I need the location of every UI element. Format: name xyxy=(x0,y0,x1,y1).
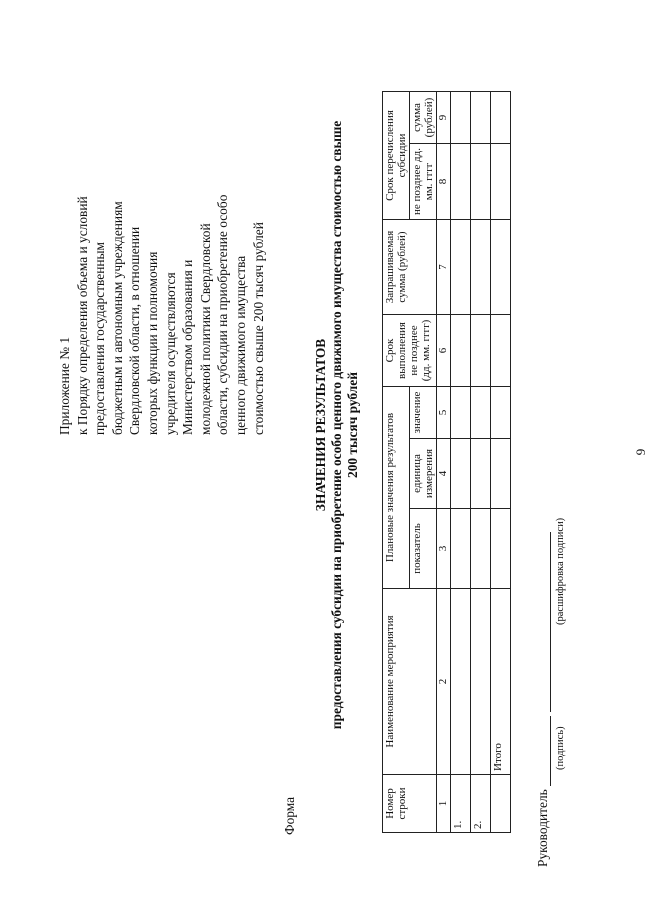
header-planned-values: Плановые значения результатов xyxy=(383,387,410,589)
appendix-line: Свердловской области, в отношении xyxy=(127,226,143,435)
header-row-1 xyxy=(383,92,410,833)
results-table xyxy=(382,91,511,833)
title-line-3: 200 тысяч рублей xyxy=(345,372,360,478)
empty-cell xyxy=(471,92,491,144)
row-number-cell xyxy=(491,775,511,833)
column-number: 1 xyxy=(437,775,451,833)
empty-cell xyxy=(491,439,511,509)
column-number: 7 xyxy=(437,220,451,315)
appendix-line: Приложение № 1 xyxy=(57,336,72,435)
decode-hint: (расшифровка подписи) xyxy=(555,517,566,625)
header-unit: единица измерения xyxy=(410,439,437,509)
signature-line xyxy=(538,716,551,786)
appendix-line: ценного движимого имущества xyxy=(232,255,248,435)
header-sum: сумма (рублей) xyxy=(410,92,437,144)
header-value: значение xyxy=(410,387,437,439)
appendix-line: которых функции и полномочия xyxy=(144,251,160,435)
empty-cell xyxy=(471,439,491,509)
row-number-cell: 1. xyxy=(451,775,471,833)
table-row xyxy=(451,92,471,833)
signature-label: Руководитель xyxy=(535,789,550,867)
empty-cell xyxy=(491,92,511,144)
header-transfer-period: Срок перечисления субсидии xyxy=(383,92,410,220)
empty-cell xyxy=(451,387,471,439)
empty-cell xyxy=(471,144,491,220)
empty-cell xyxy=(471,387,491,439)
row-name-cell: Итого xyxy=(491,589,511,775)
empty-cell xyxy=(451,315,471,387)
empty-cell xyxy=(451,92,471,144)
signature-block xyxy=(535,533,551,868)
column-number-row xyxy=(437,92,451,833)
appendix-note xyxy=(56,35,267,435)
document-title xyxy=(313,95,361,755)
empty-cell xyxy=(491,220,511,315)
table-row xyxy=(471,92,491,833)
row-name-cell xyxy=(451,589,471,775)
header-row-number: Номер строки xyxy=(383,775,437,833)
empty-cell xyxy=(451,509,471,589)
header-requested-sum: Запрашиваемая сумма (рублей) xyxy=(383,220,437,315)
sign-hint: (подпись) xyxy=(555,726,566,770)
column-number: 5 xyxy=(437,387,451,439)
signature-decode-line xyxy=(538,533,551,713)
empty-cell xyxy=(471,509,491,589)
empty-cell xyxy=(471,315,491,387)
empty-cell xyxy=(451,220,471,315)
appendix-line: к Порядку определения объема и условий xyxy=(74,196,90,435)
column-number: 8 xyxy=(437,144,451,220)
empty-cell xyxy=(491,387,511,439)
empty-cell xyxy=(451,439,471,509)
column-number: 4 xyxy=(437,439,451,509)
header-indicator: показатель xyxy=(410,509,437,589)
column-number: 9 xyxy=(437,92,451,144)
column-number: 3 xyxy=(437,509,451,589)
title-line-2: предоставления субсидии на приобретение особо ценного движимого имущества стоимостью свыше xyxy=(329,120,344,730)
empty-cell xyxy=(491,144,511,220)
row-number-cell: 2. xyxy=(471,775,491,833)
row-name-cell xyxy=(471,589,491,775)
table-row-total xyxy=(491,92,511,833)
appendix-line: учредителя осуществляются xyxy=(162,272,178,435)
empty-cell xyxy=(491,315,511,387)
page-number: 9 xyxy=(633,448,648,456)
header-not-later: не позднее дд. мм. гггг xyxy=(410,144,437,220)
form-label: Форма xyxy=(282,796,297,835)
empty-cell xyxy=(451,144,471,220)
appendix-line: стоимостью свыше 200 тысяч рублей xyxy=(250,222,266,435)
appendix-line: бюджетным и автономным учреждениям xyxy=(109,201,125,435)
appendix-line: Министерством образования и xyxy=(180,259,196,435)
empty-cell xyxy=(471,220,491,315)
appendix-line: молодежной политики Свердловской xyxy=(197,223,213,435)
appendix-line: области, субсидии на приобретение особо xyxy=(215,194,231,435)
header-event-name: Наименование мероприятия xyxy=(383,589,437,775)
title-line-1: ЗНАЧЕНИЯ РЕЗУЛЬТАТОВ xyxy=(313,338,328,512)
header-deadline: Срок выполнения не позднее (дд. мм. гггг) xyxy=(383,315,437,387)
column-number: 2 xyxy=(437,589,451,775)
column-number: 6 xyxy=(437,315,451,387)
appendix-line: предоставления государственным xyxy=(92,241,108,435)
empty-cell xyxy=(491,509,511,589)
